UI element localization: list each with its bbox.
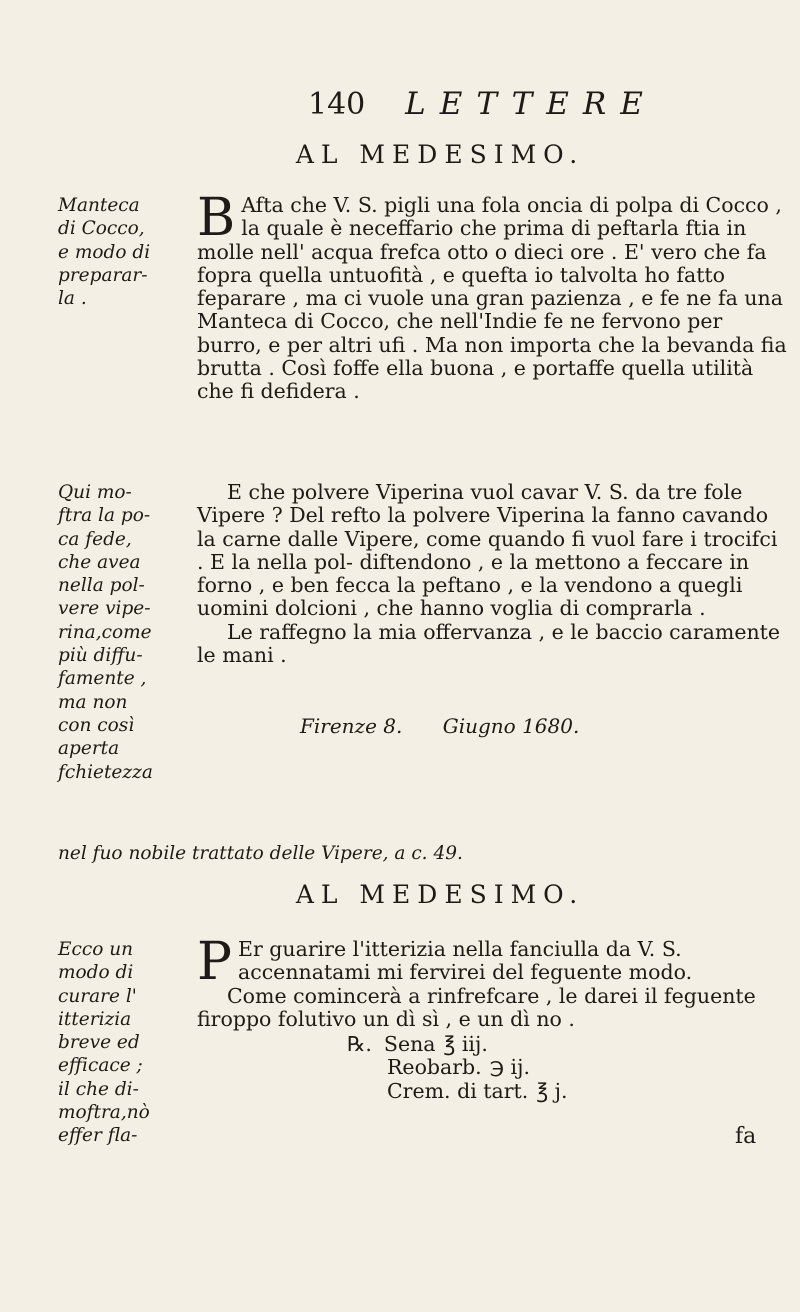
page-number: 140 [308,87,366,122]
letter-body-3 [197,932,787,1103]
dateline [300,714,579,738]
letter-heading-2: AL MEDESIMO. [295,880,585,909]
margin-line: Qui mo- [58,482,132,503]
margin-line: Ecco un [58,939,134,960]
footnote-line: nel fuo nobile trattato delle Vipere, a c. 49. [58,843,463,864]
margin-line: moftra,nò [58,1102,150,1124]
paragraph: Le raffegno la mia offervanza , e le baccio caramente le mani . [197,619,781,668]
running-head [308,86,688,122]
margin-line: rina,come [58,621,152,643]
margin-line: efficace ; [58,1055,143,1077]
margin-line: curare l' [58,985,137,1007]
margin-line: nella pol- [58,575,145,597]
prescription-qty: ℥ iij. [443,1032,488,1057]
dateline-date: Giugno 1680. [442,714,580,738]
margin-line: Manteca [58,195,140,216]
margin-line: ca fede, [58,528,132,550]
margin-line: modo di [58,962,134,984]
prescription-item: Crem. di tart. [387,1078,529,1103]
prescription-item: Reobarb. [387,1055,482,1080]
paragraph: E che polvere Viperina vuol cavar V. S. da tre fole Vipere ? Del refto la polvere Viperina la fanno cavando la carne dalle Vipere, come quando fi vuol fare i trocifci . E la nella pol- diftendono , e la mettono a feccare in forno , e ben fecca la peftano , e la vendono a quegli uomini dolcioni , che hanno voglia di comprarla . [197,480,778,621]
prescription-qty: ℥ j. [536,1078,568,1103]
drop-cap: B [197,188,236,248]
margin-line: effer fla- [58,1125,138,1147]
drop-cap: P [197,932,232,992]
margin-line: che avea [58,551,141,573]
running-title: LETTERE [405,86,657,122]
margin-note-1 [58,194,186,310]
margin-line: ftra la po- [58,505,151,527]
prescription-item: Sena [383,1032,436,1057]
margin-line: preparar- [58,264,148,286]
prescription [197,1033,787,1103]
margin-line: itterizia [58,1008,132,1030]
margin-note-2 [58,481,186,784]
catchword: fa [735,1124,757,1149]
dateline-place: Firenze 8. [300,714,403,738]
margin-line: fchietezza [58,761,153,783]
margin-line: famente , [58,668,147,690]
letter-body-2 [197,481,787,667]
margin-line: e modo di [58,241,151,263]
prescription-row [197,1080,787,1103]
recipe-symbol: ℞. [347,1032,372,1057]
margin-line: il che di- [58,1078,139,1100]
margin-line: vere vipe- [58,598,151,620]
margin-line: ma non [58,691,128,713]
margin-line: di Cocco, [58,218,145,240]
prescription-row [197,1033,787,1056]
body-text: Afta che V. S. pigli una fola oncia di polpa di Cocco , la quale è neceffario che prima di peftarla ftia in molle nell' acqua frefca otto o dieci ore . E' vero che fa fopra quella untuofità , e quefta io talvolta ho fatto feparare , ma ci vuole una gran pazienza , e fe ne fa una Manteca di Cocco, che nell'Indie fe ne fervono per burro, e per altri ufi . Ma non importa che la bevanda fia brutta . Così foffe ella buona , e portaffe quella utilità che fi defidera . [197,193,787,404]
prescription-row [197,1056,787,1079]
margin-line: con così [58,714,135,736]
margin-note-3 [58,938,186,1148]
margin-line: la . [58,288,87,310]
margin-line: più diffu- [58,645,143,667]
paragraph: Come comincerà a rinfrefcare , le darei il feguente firoppo folutivo un dì sì , e un dì no . [197,983,756,1031]
margin-line: aperta [58,738,120,760]
letter-body-1 [197,188,787,404]
prescription-qty: ℈ ij. [489,1055,530,1080]
margin-line: breve ed [58,1032,140,1054]
body-text: Er guarire l'itterizia nella fanciulla da V. S. accennatami mi fervirei del feguente modo. [238,937,693,985]
letter-heading-1: AL MEDESIMO. [295,140,585,169]
